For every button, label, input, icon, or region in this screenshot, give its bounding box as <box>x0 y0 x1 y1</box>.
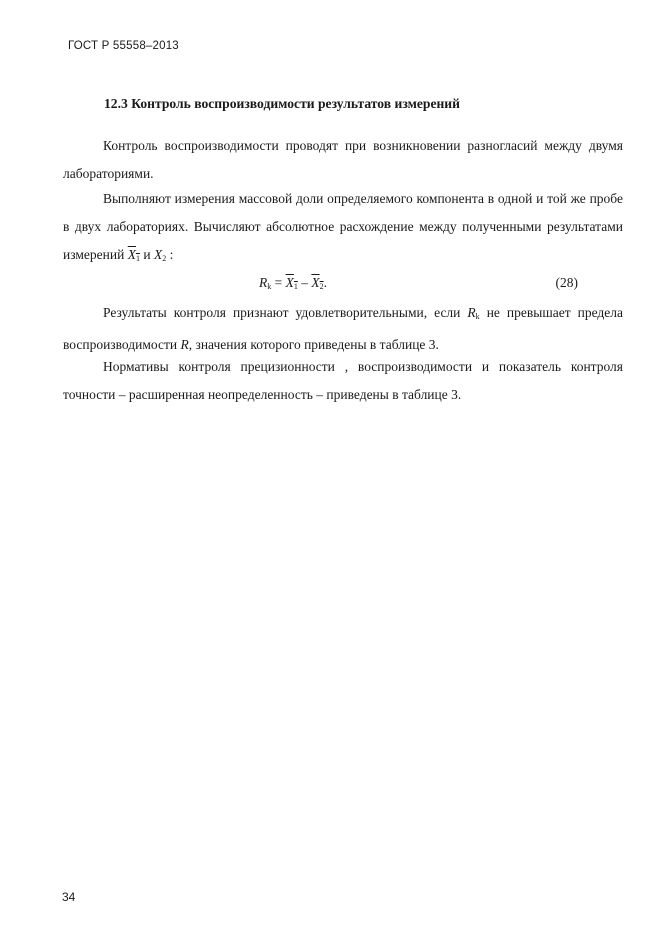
paragraph-2-text <box>63 185 623 273</box>
r-symbol: R <box>180 337 189 352</box>
paragraph-1 <box>63 132 623 188</box>
paragraph-1-text: Контроль воспроизводимости проводят при возникновении разногласий между двумя лабораториями. <box>63 138 623 181</box>
paragraph-3 <box>63 299 623 359</box>
equation-body: $R_k = X_1 - X_2$. <box>259 275 327 291</box>
section-heading: 12.3 Контроль воспроизводимости результатов измерений <box>104 96 460 111</box>
page-number: 34 <box>62 890 76 904</box>
paragraph-2-body: Выполняют измерения массовой доли определяемого компонента в одной и той же пробе в двух лабораториях. Вычисляют абсолютное расхождение между полученными результатами измерений <box>63 191 623 262</box>
paragraph-3-text: Результаты контроля признают удовлетворительными, если $R_k$ не превышает предела воспроизводимости R, значения которого приведены в таблице 3. <box>63 305 623 352</box>
conjunction-and: и <box>143 247 151 262</box>
equation-x2: $X_2$ <box>311 275 324 291</box>
document-id-header: ГОСТ Р 55558–2013 <box>68 40 179 52</box>
rk-symbol: $R_k$ <box>467 305 480 321</box>
equation-number: (28) <box>555 275 578 290</box>
equation-28 <box>63 271 623 299</box>
x2-symbol: $X_2$ <box>153 247 167 263</box>
paragraph-2 <box>63 185 623 273</box>
paragraph-4 <box>63 353 623 409</box>
x1-bar-symbol: $X_1$ <box>127 247 140 263</box>
colon: : <box>169 247 174 262</box>
equation-x1: $X_1$ <box>285 275 298 291</box>
paragraph-4-text: Нормативы контроля прецизионности , воспроизводимости и показатель контроля точности – расширенная неопределенность – приведены в таблице 3. <box>63 359 623 402</box>
